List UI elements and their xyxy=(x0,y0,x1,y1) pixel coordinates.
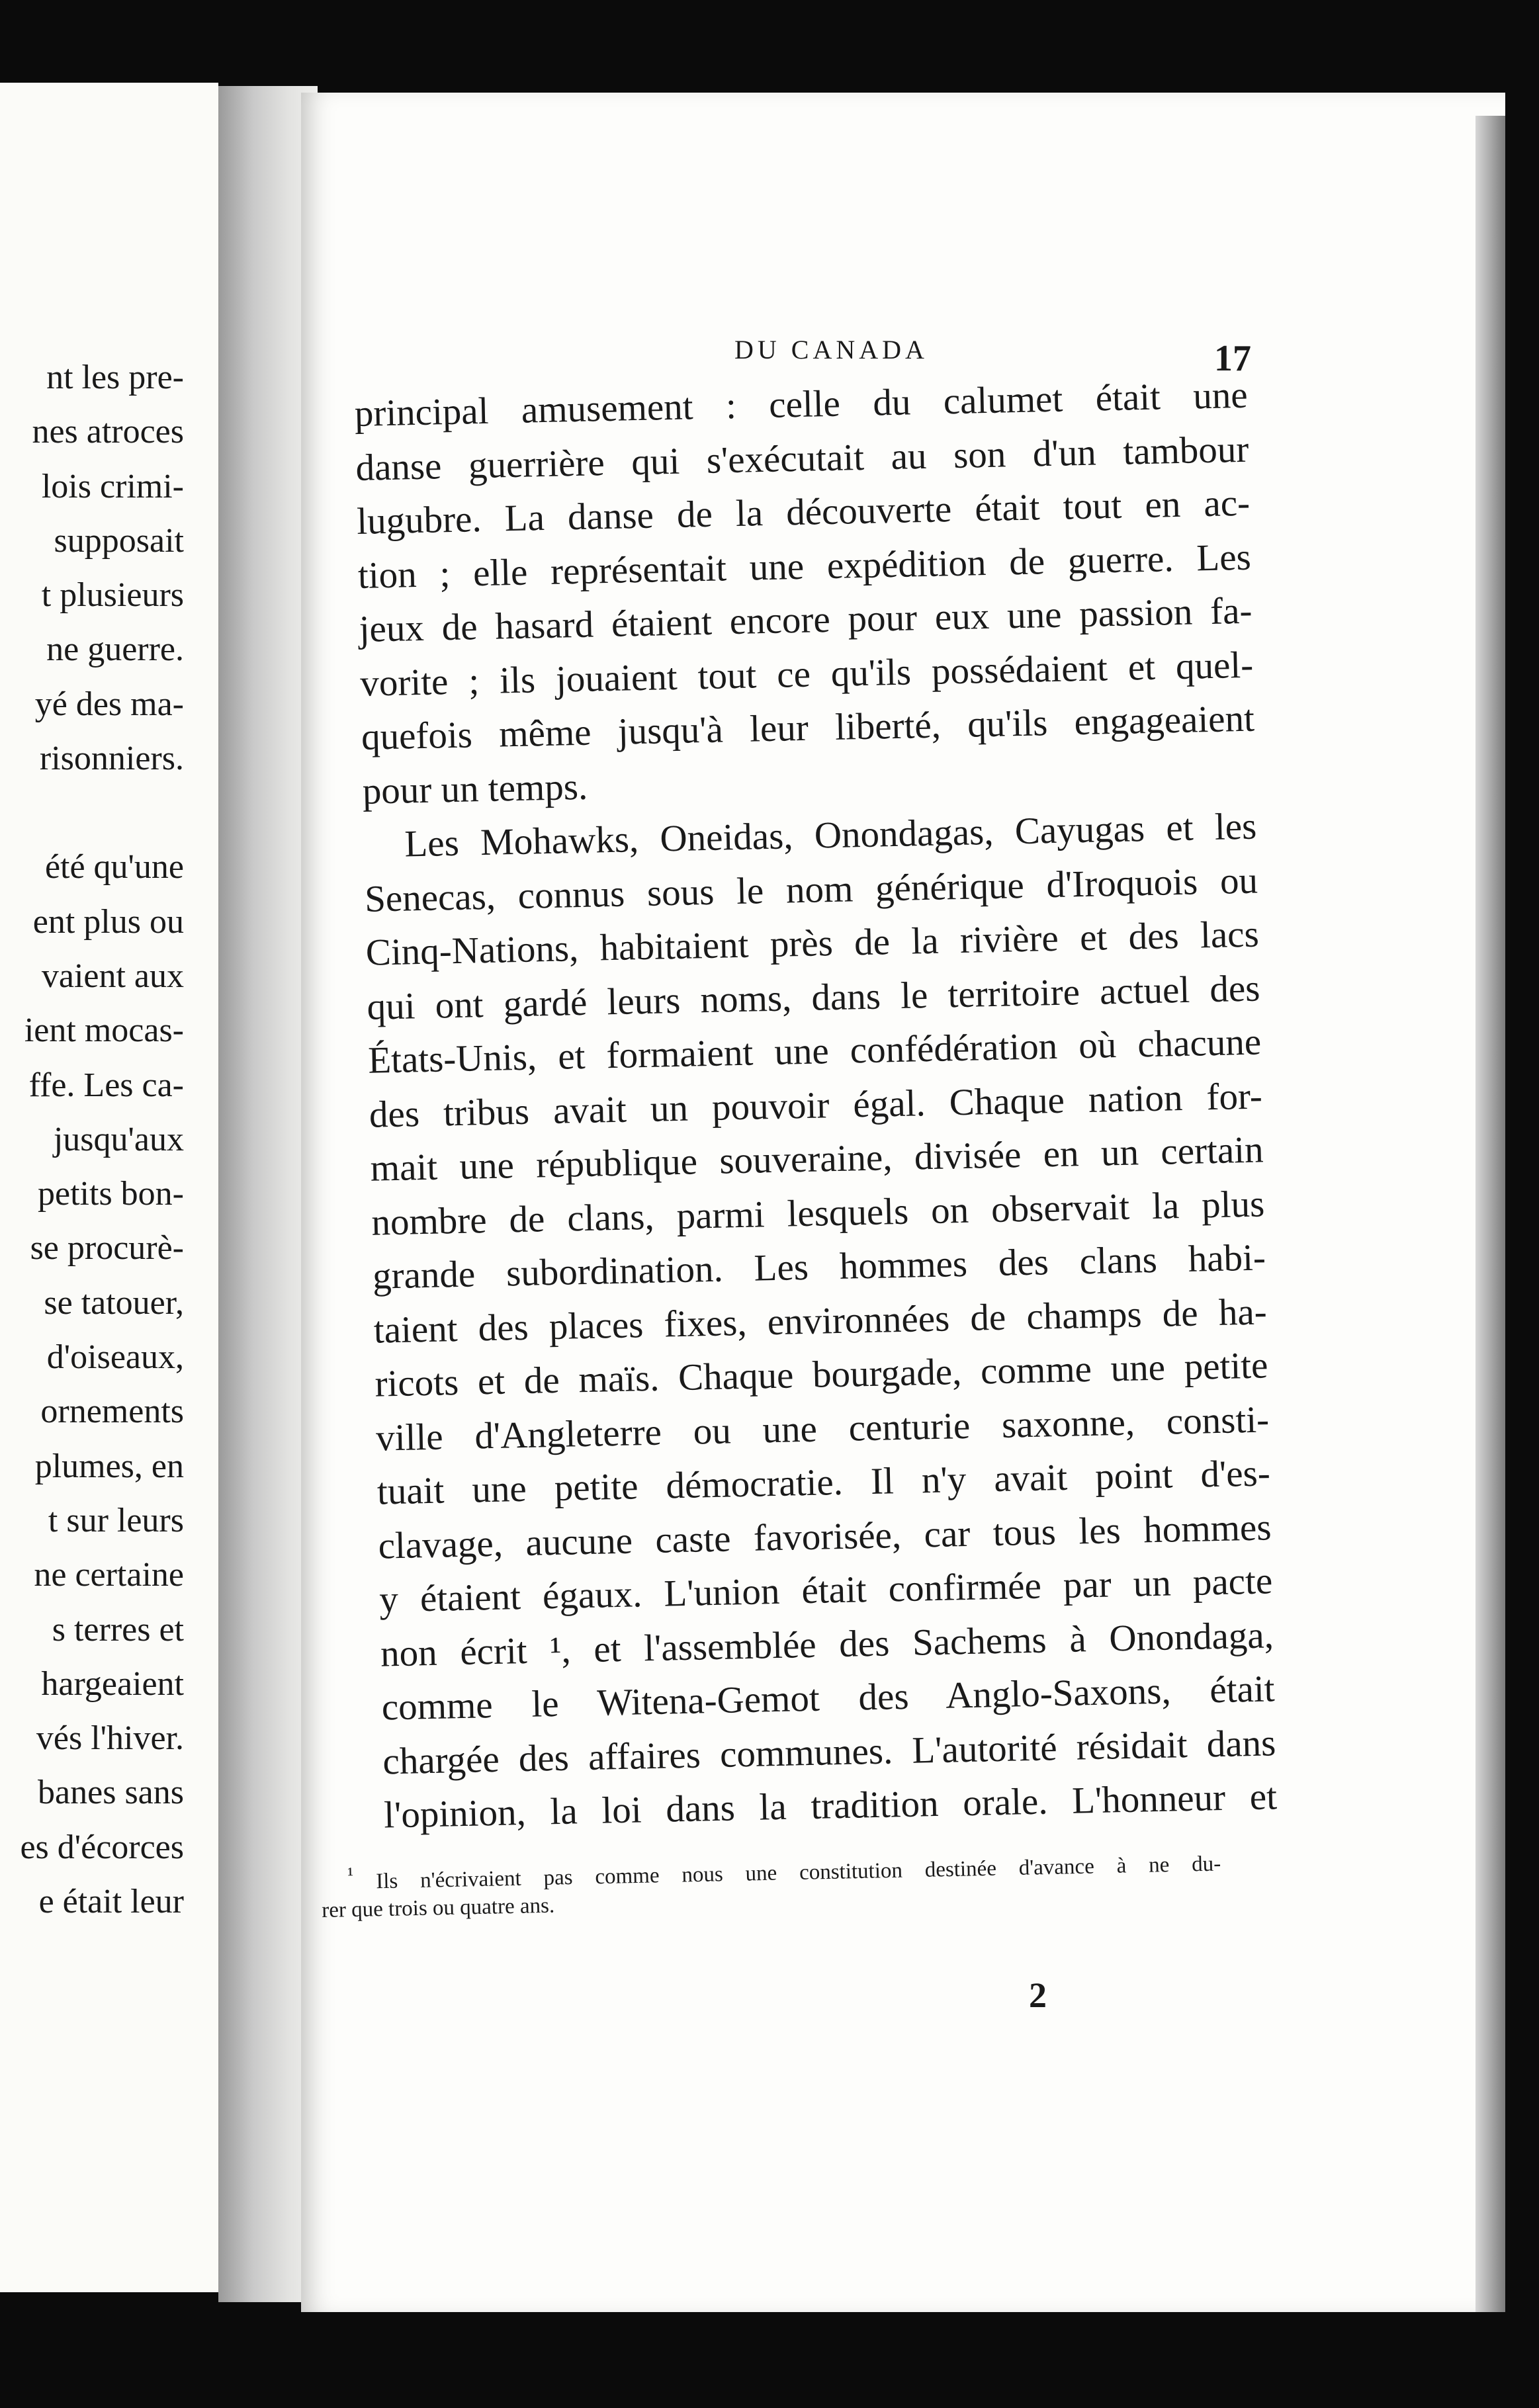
footnote-line: rer que trois ou quatre ans. xyxy=(321,1893,555,1922)
text-line: Les Mohawks, Oneidas, Onondagas, Cayugas et les xyxy=(404,805,1257,865)
left-line: ient mocas- xyxy=(24,1011,184,1050)
left-line: hargeaient xyxy=(41,1664,184,1703)
signature-mark: 2 xyxy=(1029,1975,1047,2015)
left-line: t plusieurs xyxy=(41,576,184,615)
text-line: qui ont gardé leurs noms, dans le territoire actuel des xyxy=(366,967,1260,1028)
text-line: comme le Witena-Gemot des Anglo-Saxons, était xyxy=(381,1668,1276,1729)
left-line: nes atroces xyxy=(32,413,184,451)
left-line: jusqu'aux xyxy=(53,1120,184,1158)
text-line: l'opinion, la loi dans la tradition orale. L'honneur et xyxy=(383,1776,1278,1836)
left-line: plumes, en xyxy=(34,1447,184,1485)
left-line: vés l'hiver. xyxy=(36,1719,184,1758)
text-line: grande subordination. Les hommes des clans habi- xyxy=(372,1236,1266,1297)
text-line: pour un temps. xyxy=(362,765,588,812)
text-line: tuait une petite démocratie. Il n'y avait point d'es- xyxy=(376,1452,1271,1513)
text-line: mait une république souveraine, divisée en un certain xyxy=(370,1129,1264,1189)
text-line: jeux de hasard étaient encore pour eux une passion fa- xyxy=(359,589,1253,650)
paragraph-1 xyxy=(354,368,1256,818)
text-line: non écrit ¹, et l'assemblée des Sachems à Onondaga, xyxy=(380,1613,1274,1675)
text-line: tion ; elle représentait une expédition de guerre. Les xyxy=(357,536,1252,597)
left-line: t sur leurs xyxy=(48,1501,184,1539)
page-number: 17 xyxy=(1214,338,1251,379)
left-line: risonniers. xyxy=(39,740,184,778)
left-line: es d'écorces xyxy=(20,1828,184,1866)
text-line: quefois même jusqu'à leur liberté, qu'ils engageaient xyxy=(361,697,1255,758)
left-line: ent plus ou xyxy=(32,902,184,941)
left-line: d'oiseaux, xyxy=(46,1338,184,1377)
left-line: été qu'une xyxy=(44,848,184,886)
text-line: vorite ; ils jouaient tout ce qu'ils possédaient et quel- xyxy=(359,644,1254,705)
text-line: États-Unis, et formaient une confédération où chacune xyxy=(367,1021,1262,1082)
text-line: nombre de clans, parmi lesquels on observait la plus xyxy=(371,1182,1265,1244)
page-edge-shadow xyxy=(1475,116,1505,2312)
left-line: se tatouer, xyxy=(44,1283,184,1322)
text-line: principal amusement : celle du calumet était une xyxy=(354,374,1249,435)
left-line: ornements xyxy=(40,1393,184,1431)
paragraph-2 xyxy=(363,800,1278,1842)
text-line: ricots et de maïs. Chaque bourgade, comme une petite xyxy=(374,1344,1268,1405)
left-line: ne certaine xyxy=(34,1556,184,1594)
left-line: petits bon- xyxy=(38,1175,184,1213)
footnote-text: Ils n'écrivaient pas comme nous une constitution destinée d'avance à ne du- xyxy=(375,1852,1221,1894)
left-line: vaient aux xyxy=(41,957,184,995)
text-line: Senecas, connus sous le nom générique d'Iroquois ou xyxy=(364,859,1258,920)
text-line: chargée des affaires communes. L'autorité résidait dans xyxy=(382,1721,1276,1783)
text-line: clavage, aucune caste favorisée, car tous les hommes xyxy=(378,1506,1272,1567)
footnote-marker: ¹ xyxy=(347,1863,354,1886)
text-line: ville d'Angleterre ou une centurie saxonne, consti- xyxy=(375,1398,1270,1459)
left-line: nt les pre- xyxy=(46,359,184,396)
running-head: DU CANADA xyxy=(734,335,928,365)
paragraph-gap xyxy=(20,786,184,840)
text-line: y étaient égaux. L'union était confirmée par un pacte xyxy=(378,1560,1273,1621)
left-line: supposait xyxy=(54,521,184,560)
left-line: s terres et xyxy=(52,1610,184,1649)
left-line: ne guerre. xyxy=(46,630,184,669)
previous-page-text xyxy=(20,351,184,1929)
text-line: Cinq-Nations, habitaient près de la rivière et des lacs xyxy=(365,913,1260,974)
left-line: se procurè- xyxy=(30,1229,184,1268)
left-line: ffe. Les ca- xyxy=(28,1066,184,1104)
text-line: des tribus avait un pouvoir égal. Chaque nation for- xyxy=(369,1074,1263,1136)
left-line: yé des ma- xyxy=(34,685,184,723)
text-line: lugubre. La danse de la découverte était tout en ac- xyxy=(356,482,1251,542)
text-line: taient des places fixes, environnées de champs de ha- xyxy=(373,1290,1268,1352)
body-text xyxy=(354,368,1278,1842)
left-line: e était leur xyxy=(38,1883,184,1921)
text-line: danse guerrière qui s'exécutait au son d'un tambour xyxy=(355,428,1249,489)
left-line: lois crimi- xyxy=(41,467,184,505)
left-line: banes sans xyxy=(38,1774,184,1812)
previous-page xyxy=(0,83,218,2292)
